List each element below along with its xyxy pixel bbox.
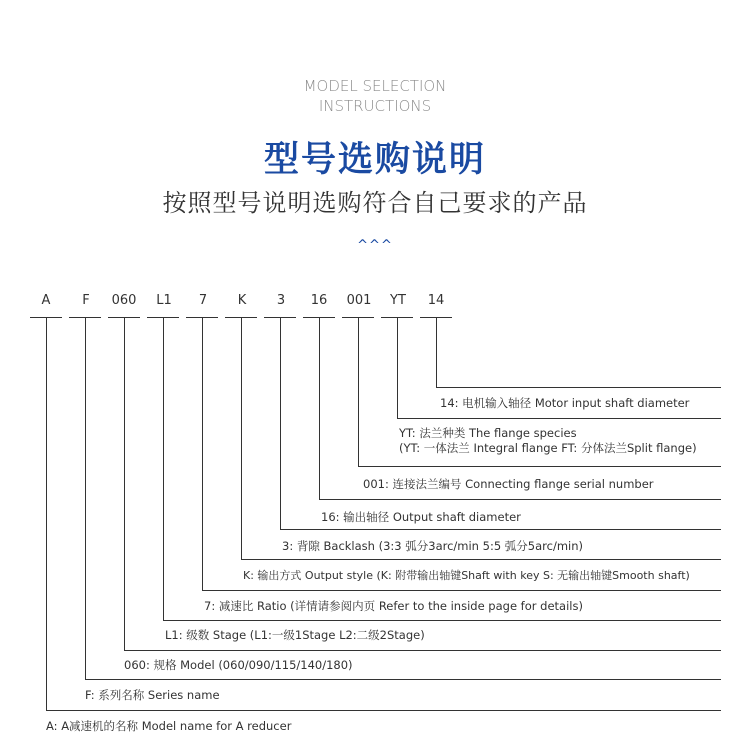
page-subtitle: 按照型号说明选购符合自己要求的产品 — [162, 189, 588, 217]
code-segment-14: 14 — [427, 293, 445, 308]
underline-060 — [124, 650, 721, 651]
leader-line-060 — [124, 318, 125, 650]
code-segment-l1: L1 — [156, 293, 172, 308]
desc-yt-line2: (YT: 一体法兰 Integral flange FT: 分体法兰Split flange) — [399, 441, 697, 455]
desc-yt-line1: YT: 法兰种类 The flange species — [399, 426, 577, 440]
underline-16 — [319, 499, 721, 500]
code-segment-060: 060 — [111, 293, 137, 308]
code-segment-a: A — [41, 293, 51, 308]
desc-l1: L1: 级数 Stage (L1:一级1Stage L2:二级2Stage) — [165, 628, 425, 642]
desc-f: F: 系列名称 Series name — [85, 688, 220, 702]
code-segment-001: 001 — [346, 293, 372, 308]
underline-l1 — [163, 620, 721, 621]
leader-line-l1 — [163, 318, 164, 620]
desc-060: 060: 规格 Model (060/090/115/140/180) — [124, 658, 353, 672]
code-segment-7: 7 — [198, 293, 208, 308]
underline-f — [85, 679, 721, 680]
leader-line-3 — [280, 318, 281, 529]
underline-a — [46, 710, 721, 711]
desc-7: 7: 减速比 Ratio (详情请参阅内页 Refer to the inside page for details) — [204, 599, 583, 613]
leader-line-f — [85, 318, 86, 679]
page-title: 型号选购说明 — [263, 140, 486, 180]
code-segment-k: K — [237, 293, 247, 308]
section-english-title-line2: INSTRUCTIONS — [318, 97, 432, 115]
desc-k: K: 输出方式 Output style (K: 附带输出轴键Shaft with key S: 无输出轴键Smooth shaft) — [243, 569, 690, 582]
underline-7 — [202, 590, 721, 591]
leader-line-yt — [397, 318, 398, 418]
section-english-title-line1: MODEL SELECTION — [303, 77, 447, 95]
desc-16: 16: 输出轴径 Output shaft diameter — [321, 510, 521, 524]
leader-line-7 — [202, 318, 203, 590]
desc-3: 3: 背隙 Backlash (3:3 弧分3arc/min 5:5 弧分5arc/min) — [282, 539, 583, 553]
underline-3 — [280, 529, 721, 530]
underline-14 — [436, 387, 721, 388]
desc-001: 001: 连接法兰编号 Connecting flange serial number — [363, 477, 654, 491]
leader-line-001 — [358, 318, 359, 466]
leader-line-14 — [436, 318, 437, 387]
desc-a: A: A减速机的名称 Model name for A reducer — [46, 719, 292, 733]
underline-yt — [397, 418, 721, 419]
code-segment-3: 3 — [276, 293, 286, 308]
decorative-chevrons: ^^^ — [357, 238, 393, 253]
leader-line-k — [241, 318, 242, 559]
leader-line-16 — [319, 318, 320, 499]
code-segment-f: F — [82, 293, 90, 308]
code-segment-yt: YT — [390, 293, 406, 308]
code-segment-16: 16 — [310, 293, 328, 308]
underline-k — [241, 559, 721, 560]
desc-14: 14: 电机输入轴径 Motor input shaft diameter — [440, 396, 690, 410]
leader-line-a — [46, 318, 47, 710]
underline-001 — [358, 466, 721, 467]
